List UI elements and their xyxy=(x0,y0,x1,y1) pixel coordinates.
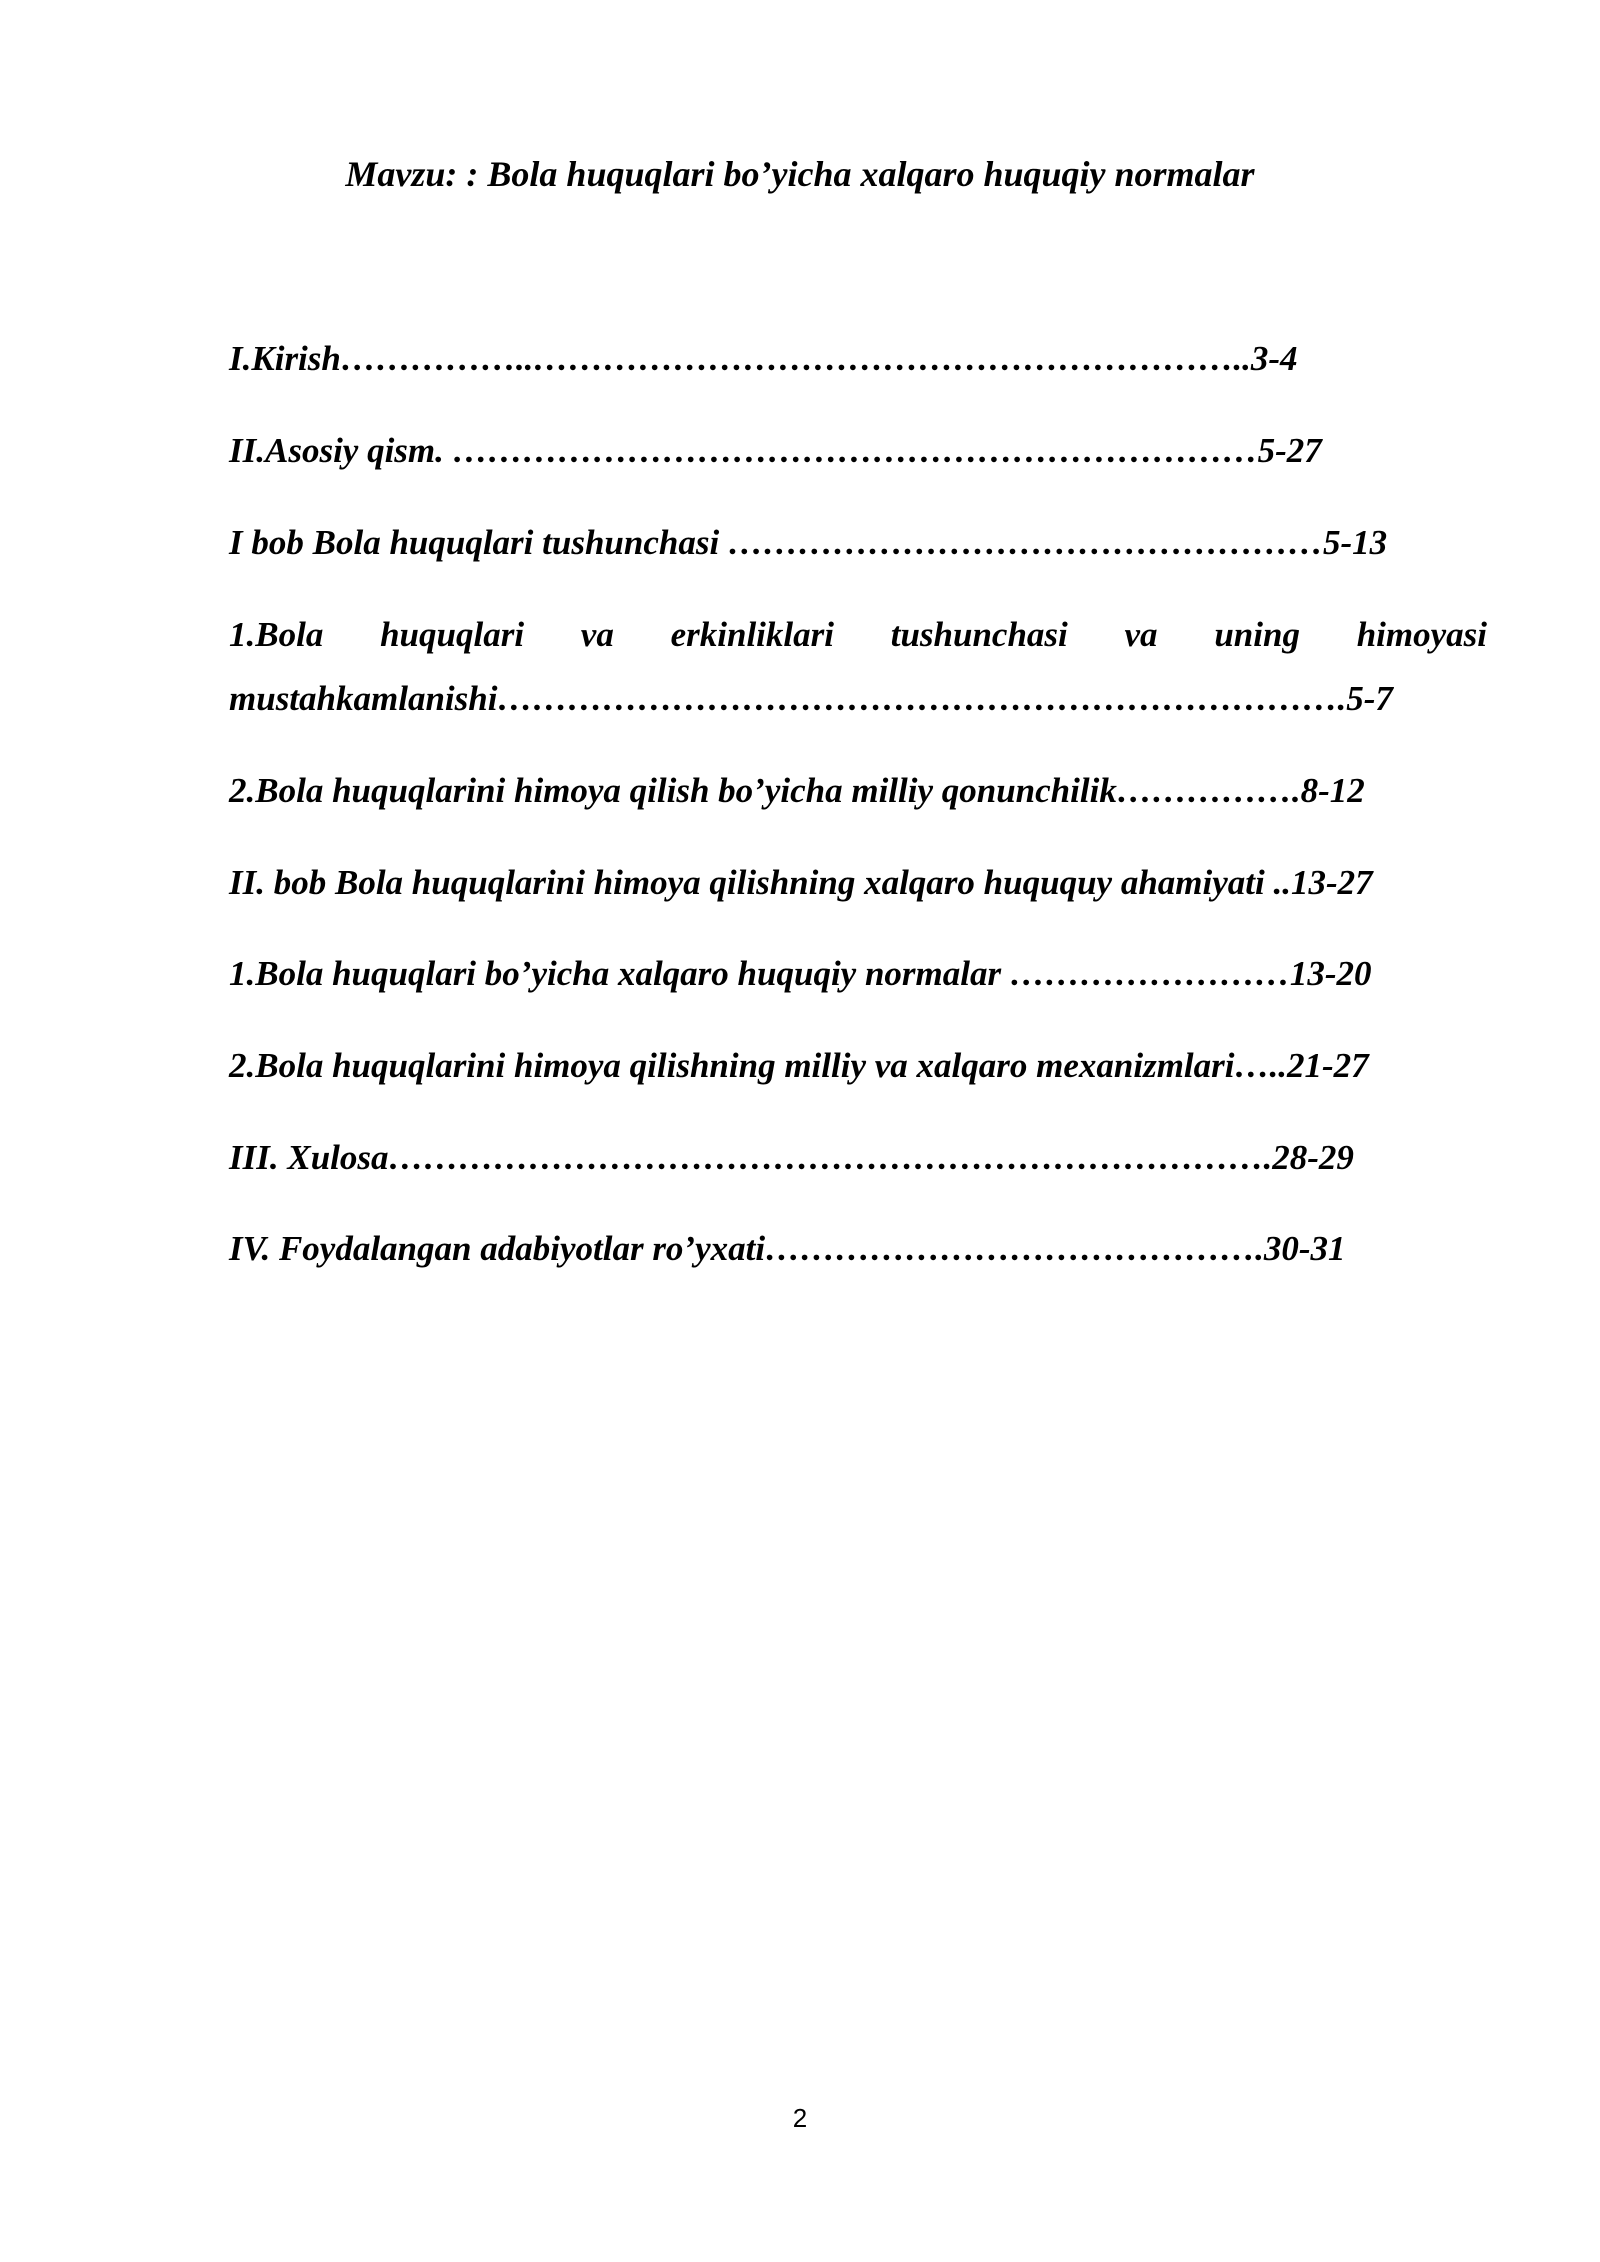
toc-entry-references: IV. Foydalangan adabiyotlar ro’yxati…………………………………….30-31 xyxy=(229,1229,1346,1268)
toc-entry-introduction: I.Kirish……………..……………………………………………………..3-4 xyxy=(229,339,1298,378)
toc-entry-chapter-1: I bob Bola huquqlari tushunchasi ……………………………………………5-13 xyxy=(229,523,1388,562)
document-title: Mavzu: : Bola huquqlari bo’yicha xalqaro huquqiy normalar xyxy=(345,154,1255,194)
toc-entry-main-part: II.Asosiy qism. ……………………………………………………………5-27 xyxy=(229,431,1322,470)
toc-entry-chapter-2: II. bob Bola huquqlarini himoya qilishning xalqaro huququy ahamiyati ..13-27 xyxy=(229,863,1373,902)
toc-entry-section-2-2: 2.Bola huquqlarini himoya qilishning milliy va xalqaro mexanizmlari…..21-27 xyxy=(229,1046,1369,1085)
toc-entry-section-1-1: 1.Bola huquqlari va erkinliklari tushunchasi va uning himoyasi mustahkamlanishi……………………………………………………………….5-7 xyxy=(229,615,1487,718)
toc-entry-conclusion: III. Xulosa………………………………………………………………….28-29 xyxy=(229,1138,1354,1177)
page-number: 2 xyxy=(792,2103,808,2133)
toc-entry-section-2-1: 1.Bola huquqlari bo’yicha xalqaro huquqiy normalar ……………………13-20 xyxy=(229,954,1372,993)
toc-entry-section-1-2: 2.Bola huquqlarini himoya qilish bo’yicha milliy qonunchilik…………….8-12 xyxy=(229,771,1365,810)
